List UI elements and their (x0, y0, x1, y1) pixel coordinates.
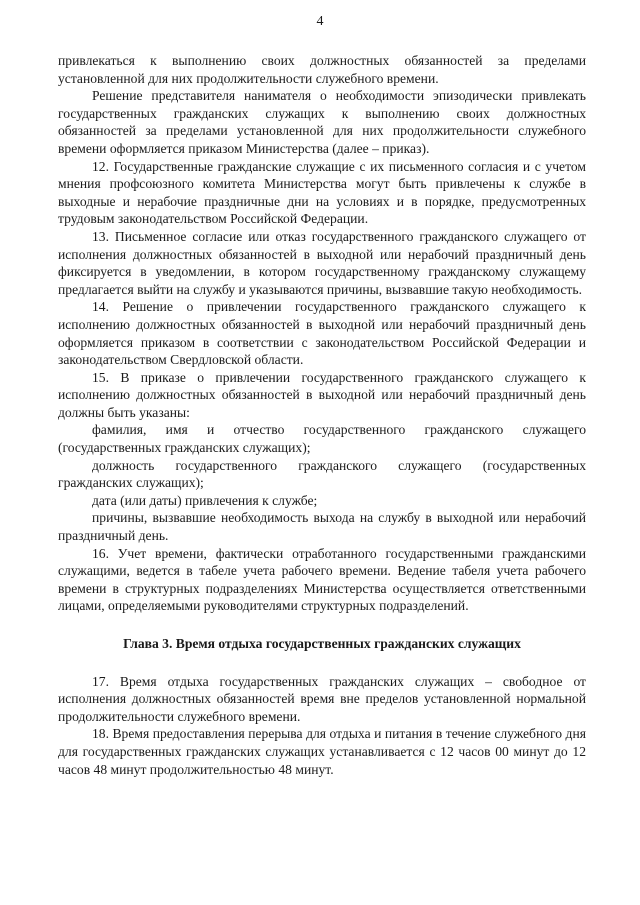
paragraph-15-item-name: фамилия, имя и отчество государственного гражданского служащего (государственных гражданских служащих); (58, 422, 586, 456)
paragraph-17: 17. Время отдыха государственных гражданских служащих – свободное от исполнения должностных обязанностей время вне пределов установленной нормальной продолжительности служебного времени. (58, 673, 586, 724)
paragraph-15: 15. В приказе о привлечении государственного гражданского служащего к исполнению должностных обязанностей в выходной или нерабочий праздничный день должны быть указаны: (58, 369, 586, 420)
paragraph-15-item-date: дата (или даты) привлечения к службе; (92, 492, 318, 508)
document-body (58, 52, 586, 778)
paragraph-13: 13. Письменное согласие или отказ государственного гражданского служащего от исполнения должностных обязанностей в выходной или нерабочий праздничный день фиксируется в уведомлении, в котором государственному гражданскому служащему предлагается выйти на службу и указываются причины, вызвавшие такую необходимость. (58, 228, 586, 297)
paragraph-14: 14. Решение о привлечении государственного гражданского служащего к исполнению должностных обязанностей в выходной или нерабочий праздничный день оформляется приказом в соответствии с законодательством Российской Федерации и законодательством Свердловской области. (58, 299, 586, 368)
chapter-3-title: Глава 3. Время отдыха государственных гражданских служащих (123, 636, 521, 651)
paragraph-15-item-position: должность государственного гражданского служащего (государственных гражданских служащих); (58, 457, 586, 491)
paragraph-continuation: привлекаться к выполнению своих должностных обязанностей за пределами установленной для них продолжительности служебного времени. (58, 53, 586, 86)
paragraph-18: 18. Время предоставления перерыва для отдыха и питания в течение служебного дня для государственных гражданских служащих устанавливается с 12 часов 00 минут до 12 часов 48 минут продолжительностью 48 минут. (58, 726, 586, 777)
page-number: 4 (316, 14, 324, 29)
paragraph-12: 12. Государственные гражданские служащие с их письменного согласия и с учетом мнения профсоюзного комитета Министерства могут быть привлечены к службе в выходные и нерабочие праздничные дни на условиях и в порядке, предусмотренных трудовым законодательством Российской Федерации. (58, 158, 586, 227)
paragraph-15-item-reasons: причины, вызвавшие необходимость выхода на службу в выходной или нерабочий праздничный день. (58, 510, 586, 544)
paragraph-16: 16. Учет времени, фактически отработанного государственными гражданскими служащими, ведется в табеле учета рабочего времени. Ведение табеля учета рабочего времени в структурных подразделениях Министерства осуществляется ответственными лицами, определяемыми руководителями структурных подразделений. (58, 545, 586, 614)
paragraph-employer-decision: Решение представителя нанимателя о необходимости эпизодически привлекать государственных гражданских служащих к выполнению своих должностных обязанностей за пределами установленной для них продолжительности служебного времени оформляется приказом Министерства (далее – приказ). (58, 88, 586, 156)
